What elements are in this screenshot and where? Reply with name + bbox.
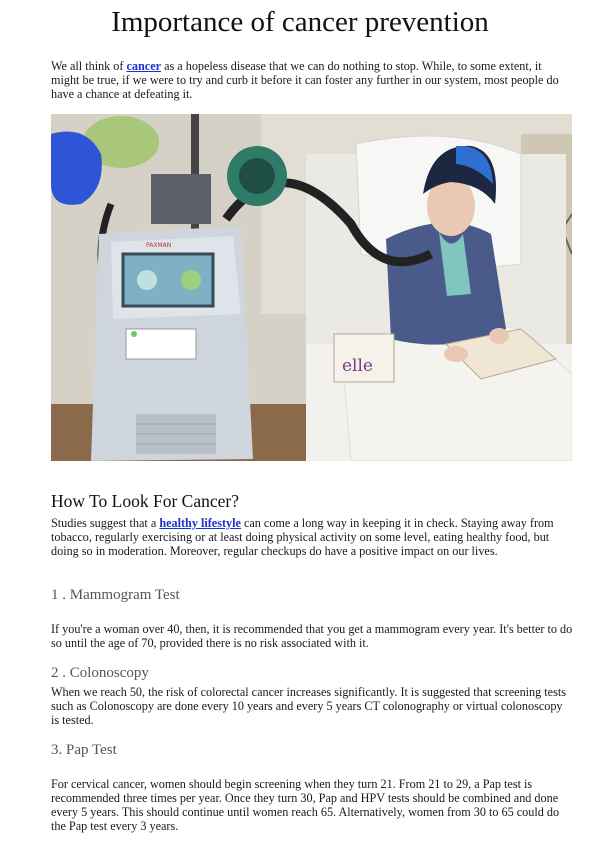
intro-paragraph xyxy=(51,59,573,101)
section-text-after: can come a long way in keeping it in check. Staying away from tobacco, regularly exercising or at least doing physical activity on some level, eating healthy food, but doing so in moderation. Moreover, regular checkups do have a positive impact on our lives. xyxy=(51,516,554,558)
machine-brand: PAXMAN xyxy=(146,242,172,249)
test-body-pap: For cervical cancer, women should begin screening when they turn 21. From 21 to 29, a Pap test is recommended three times per year. Once they turn 30, Pap and HPV tests should be combined and done every 5 years. This should continue until women reach 65. Alternatively, women from 30 to 65 could do the Pap test every 3 years. xyxy=(51,777,560,833)
section-text-before: Studies suggest that a xyxy=(51,516,160,530)
test-body-mammogram: If you're a woman over 40, then, it is recommended that you get a mammogram every year. It's better to do so until the age of 70, provided there is no risk associated with it. xyxy=(51,622,573,650)
test-heading-colonoscopy: 2 . Colonoscopy xyxy=(51,665,149,681)
magazine-title: elle xyxy=(342,356,373,376)
test-heading-mammogram: 1 . Mammogram Test xyxy=(51,587,180,603)
test-body-colonoscopy: When we reach 50, the risk of colorectal cancer increases significantly. It is suggested that screening tests such as Colonoscopy are done every 10 years and every 5 years CT colonography or virtual colonoscopy is tested. xyxy=(51,685,566,727)
test-heading-pap: 3. Pap Test xyxy=(51,742,117,758)
intro-text-after: as a hopeless disease that we can do nothing to stop. While, to some extent, it might be true, if we were to try and curb it before it can foster any further in our system, most people do have a chance at defeating it. xyxy=(51,59,559,101)
section-heading: How To Look For Cancer? xyxy=(51,491,239,511)
section-paragraph xyxy=(51,516,573,558)
cancer-link[interactable]: cancer xyxy=(126,59,162,73)
hero-photo xyxy=(51,114,572,461)
healthy-lifestyle-link[interactable]: healthy lifestyle xyxy=(159,516,241,530)
page-title: Importance of cancer prevention xyxy=(111,6,489,38)
intro-text-before: We all think of xyxy=(51,59,127,73)
